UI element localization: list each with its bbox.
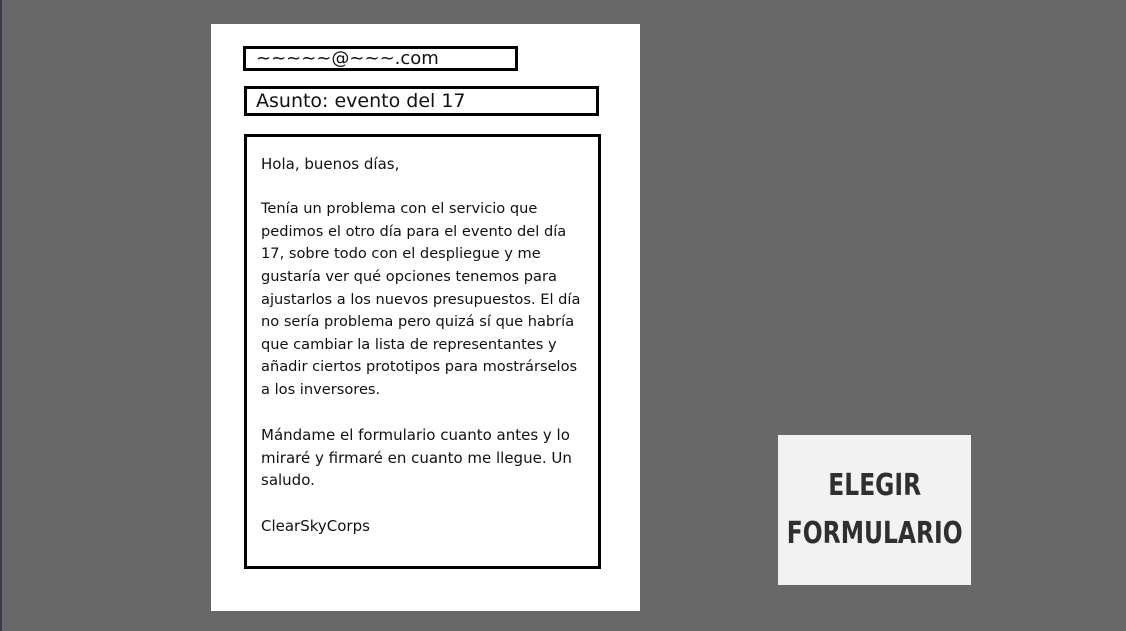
screen-edge: [0, 0, 2, 631]
email-address-field: ~~~~~@~~~.com: [243, 46, 518, 71]
email-paragraph: Tenía un problema con el servicio que pedimos el otro día para el evento del día 17, sobre todo con el despliegue y me gustaría ver qué opciones tenemos para ajustarlos a los nuevos presupuestos. El día no sería problema pero quizá sí que habría que cambiar la lista de representantes y añadir ciertos prototipos para mostrárselos a los inversores.: [261, 200, 581, 398]
choose-form-button[interactable]: [778, 435, 971, 585]
choose-form-label: ELEGIR FORMULARIO: [786, 468, 963, 551]
email-document: [211, 24, 640, 611]
email-signature: ClearSkyCorps: [261, 516, 370, 535]
email-request: Mándame el formulario cuanto antes y lo miraré y firmaré en cuanto me llegue. Un saludo.: [261, 426, 572, 490]
email-greeting: Hola, buenos días,: [261, 155, 400, 173]
email-subject-field: Asunto: evento del 17: [244, 86, 599, 116]
email-body: [244, 134, 601, 569]
